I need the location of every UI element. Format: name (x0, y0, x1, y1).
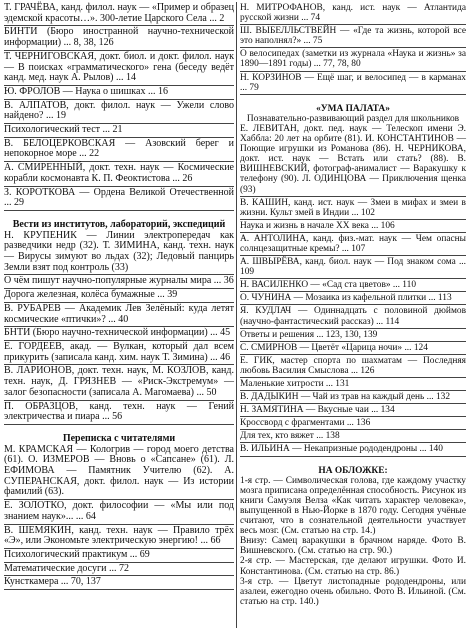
toc-entry: С. СМИРНОВ — Цветёт «Царица ночи» ... 124 (240, 343, 466, 355)
toc-entry: Для тех, кто вяжет ... 138 (240, 431, 466, 443)
toc-entry: В. БЕЛОЦЕРКОВСКАЯ — Азовский берег и непокорное море ... 22 (4, 139, 234, 162)
column-divider (236, 2, 237, 628)
toc-entry: А. ШВЫРЁВА, канд. биол. наук — Под знаком сома ... 109 (240, 257, 466, 279)
toc-entry: Кунсткамера ... 70, 137 (4, 577, 234, 590)
toc-entry: Психологический тест ... 21 (4, 125, 234, 138)
toc-entry: Ю. ФРОЛОВ — Наука о шишках ... 16 (4, 87, 234, 100)
cover-note: 2-я стр. — Мастерская, где делают игрушки. Фото И. Константинова. (См. статью на стр. 86.) (240, 556, 466, 577)
toc-entry: В. РУБАРЕВ — Академик Лев Зелёный: куда летят космические «птички»? ... 40 (4, 304, 234, 327)
toc-entry: БНТИ (Бюро научно-технической информации) ... 45 (4, 328, 234, 341)
cover-note: 3-я стр. — Цветут листопадные рододендроны, или азалеи, ежегодно очень обильно. Фото В. Ильиной. (См. статью на стр. 140.) (240, 576, 466, 607)
toc-entry: А. АНТОЛИНА, канд. физ.-мат. наук — Чем опасны солнцезащитные кремы? ... 107 (240, 234, 466, 256)
toc-entry: В. КАШИН, канд. ист. наук — Змеи в мифах и змеи в жизни. Культ змей в Индии ... 102 (240, 198, 466, 220)
toc-entry: Ответы и решения ... 123, 130, 139 (240, 330, 466, 342)
articles-block (240, 124, 466, 197)
toc-entry: В. АЛПАТОВ, докт. филол. наук — Ужели слово найдено? ... 19 (4, 101, 234, 124)
toc-entry: В. ЛАРИОНОВ, докт. техн. наук, М. КОЗЛОВ, канд. техн. наук, Д. ГРЯЗНЕВ — «Риск-Экстремум» — залог безопасности (записала А. Магомаева) ... 50 (4, 366, 234, 400)
toc-entry: Е. ГОРДЕЕВ, акад. — Вулкан, который дал всем прикурить (записала канд. хим. наук Т. Зимина) ... 46 (4, 342, 234, 365)
toc-entry: Маленькие хитрости ... 131 (240, 379, 466, 391)
cover-heading: НА ОБЛОЖКЕ: (318, 465, 388, 476)
toc-entry: Я. КУДЛАЧ — Одиннадцать с половиной дюймов (научно-фантастический рассказ) ... 114 (240, 306, 466, 328)
cover-notes (240, 476, 466, 607)
section-heading: Вести из институтов, лабораторий, экспедиций (12, 218, 226, 230)
toc-entry: В. ИЛЬИНА — Некапризные рододендроны ... 140 (240, 444, 466, 456)
articles-block (4, 231, 234, 425)
toc-entry: З. КОРОТКОВА — Ордена Великой Отечественной ... 29 (4, 188, 234, 211)
toc-entry: Н. МИТРОФАНОВ, канд. ист. наук — Атлантида русской жизни ... 74 (240, 3, 466, 25)
articles-block (4, 3, 234, 211)
toc-entry: Т. ЧЕРНИГОВСКАЯ, докт. биол. и докт. филол. наук — В поисках «грамматического» гена (беседу ведёт канд. мед. наук А. Рылов) ... 14 (4, 52, 234, 86)
toc-entry: Н. КОРЗИНОВ — Ещё шаг, и велосипед — в карманах ... 79 (240, 73, 466, 95)
toc-entry: П. ОБРАЗЦОВ, канд. техн. наук — Гений электричества и пиара ... 56 (4, 402, 234, 425)
articles-block (240, 3, 466, 95)
toc-entry: Н. ВАСИЛЕНКО — «Сад ста цветов» ... 110 (240, 280, 466, 292)
section-subheading: Познавательно-развивающий раздел для школьников (246, 113, 460, 124)
cover-note: 1-я стр. — Символическая голова, где каждому участку мозга приписана определённая способность. Рисунок из книги Самуэля Велза «Как читать характер человека», выпущенной в Нью-Йорке в 1870 году. Сегодня учёные считают, что в сознательной деятельности участвует весь мозг. (См. статью на стр. 14.) (240, 475, 466, 537)
toc-entry: Дорога железная, колёса бумажные ... 39 (4, 290, 234, 303)
articles-block (4, 445, 234, 590)
toc-entry: Психологический практикум ... 69 (4, 550, 234, 563)
toc-entry: О чём пишут научно-популярные журналы мира ... 36 (4, 276, 234, 289)
toc-entry: Е. ГИК, мастер спорта по шахматам — Последняя любовь Василия Смыслова ... 126 (240, 356, 466, 378)
toc-entry: Е. ЗОЛОТКО, докт. философии — «Мы или под знанием наук»... ... 64 (4, 501, 234, 524)
contents-left-column (4, 3, 234, 591)
articles-block (240, 198, 466, 457)
toc-entry: Математические досуги ... 72 (4, 564, 234, 577)
contents-right-column (240, 3, 466, 607)
toc-entry: Ш. ВЫБЕЛЛЬСТВЕЙН — «Где та жизнь, которой все это наполнял?» ... 75 (240, 26, 466, 48)
toc-entry: А. СМИРЕННЫЙ, докт. техн. наук — Космические корабли космонавта К. П. Феоктистова ... 26 (4, 163, 234, 186)
section-heading: «УМА ПАЛАТА» (316, 103, 390, 114)
toc-entry: Т. ГРАЧЁВА, канд. филол. наук — «Пример и образец эдемской красоты…». 300-летие Царского Села ... 2 (4, 3, 234, 26)
toc-entry: Е. ЛЕВИТАН, докт. пед. наук — Телескоп имени Э. Хаббла: 20 лет на орбите (81). И. КОНСТАНТИНОВ — Поющие игрушки из Романова (86). Н. ЧЕРНИКОВА, докт. ист. наук — Встать или стать? (88). В. ВИШНЕВСКИЙ, фотограф-анималист — Варакушку к телефону (90). Л. ОДИНЦОВА — Приключения щенка (93) (240, 124, 466, 197)
toc-entry: В. ДАДЫКИН — Чай из трав на каждый день ... 132 (240, 392, 466, 404)
toc-entry: О. ЧУНИНА — Мозаика из кафельной плитки ... 113 (240, 293, 466, 305)
toc-entry: Н. КРУПЕНИК — Линии электропередач как разведчики недр (32). Т. ЗИМИНА, канд. техн. наук — Вирусы зимуют во льдах (32); Ледовый панцирь Земли взят под контроль (33) (4, 231, 234, 276)
section-heading: Переписка с читателями (62, 432, 176, 444)
toc-entry: Н. ЗАМЯТИНА — Вкусные чаи ... 134 (240, 405, 466, 417)
toc-entry: О велосипедах (заметки из журнала «Наука и жизнь» за 1890—1891 годы) ... 77, 78, 80 (240, 49, 466, 71)
toc-entry: В. ШЕМЯКИН, канд. техн. наук — Правило трёх «Э», или Экономьте электрическую энергию! ... 66 (4, 526, 234, 549)
toc-entry: Наука и жизнь в начале XX века ... 106 (240, 221, 466, 233)
toc-entry: Кроссворд с фрагментами ... 136 (240, 418, 466, 430)
toc-entry: БИНТИ (Бюро иностранной научно-технической информации) ... 8, 38, 126 (4, 27, 234, 50)
cover-note: Внизу: Самец варакушки в брачном наряде. Фото В. Вишневского. (См. статью на стр. 90.) (240, 536, 466, 557)
toc-entry: М. КРАМСКАЯ — Кологрив — город моего детства (61). О. ИЗМЕРОВ — Вновь о «Сапсане» (61). Л. ЕФИМОВА — Памятник Учителю (62). А. СУПЕРАНСКАЯ, докт. филол. наук — Из истории фамилий (63). (4, 445, 234, 501)
